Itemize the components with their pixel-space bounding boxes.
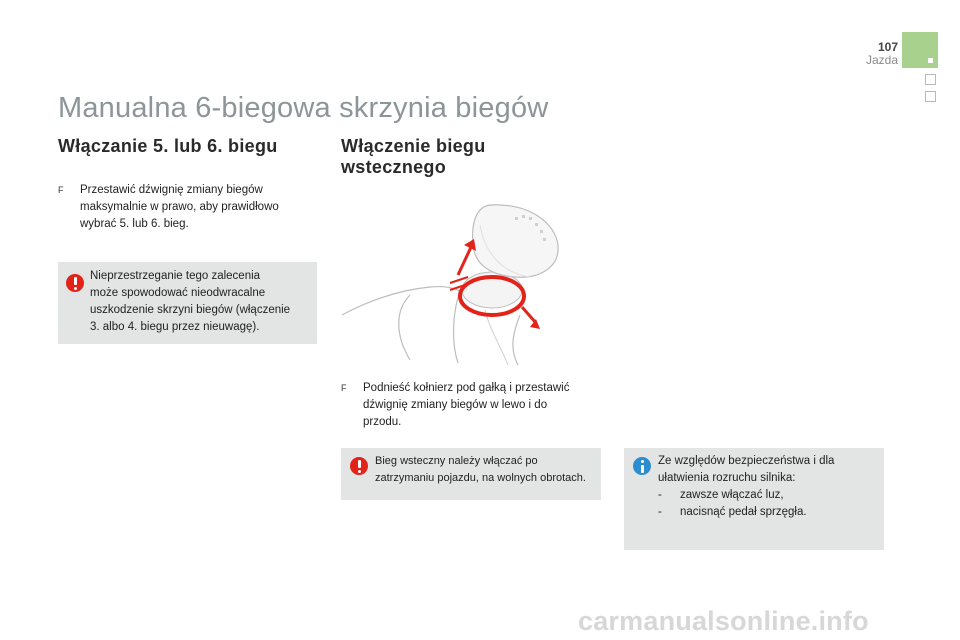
bullet-reverse-gear xyxy=(341,380,601,432)
info-box-right xyxy=(624,448,884,550)
bullet-line: wybrać 5. lub 6. bieg. xyxy=(80,218,189,230)
bullet-text xyxy=(80,182,279,233)
page-number: 107 xyxy=(877,40,898,54)
warning-line: 3. albo 4. biegu przez nieuwagę). xyxy=(90,321,260,333)
bullet-mark: F xyxy=(341,383,347,393)
heading-reverse-gear xyxy=(341,136,486,178)
bullet-5-6-gear xyxy=(58,182,318,234)
bullet-line: maksymalnie w prawo, aby prawidłowo xyxy=(80,201,279,213)
dash-text: zawsze włączać luz, xyxy=(680,489,784,501)
heading-line: wstecznego xyxy=(341,157,447,177)
bullet-text xyxy=(363,380,569,431)
warning-line: Nieprzestrzeganie tego zalecenia xyxy=(90,270,261,282)
warning-line: może spowodować nieodwracalne xyxy=(90,287,266,299)
page-title: Manualna 6-biegowa skrzynia biegów xyxy=(58,92,549,124)
bullet-line: Przestawić dźwignię zmiany biegów xyxy=(80,184,263,196)
chapter-tab-marker xyxy=(928,58,933,63)
warning-line: uszkodzenie skrzyni biegów (włączenie xyxy=(90,304,291,316)
info-line: Ze względów bezpieczeństwa i dla xyxy=(658,455,835,467)
gear-lever-illustration xyxy=(340,195,590,365)
warning-line: zatrzymaniu pojazdu, na wolnych obrotach. xyxy=(375,472,586,484)
dash-text: nacisnąć pedał sprzęgła. xyxy=(680,506,807,518)
bullet-line: Podnieść kołnierz pod gałką i przestawić xyxy=(363,382,570,394)
heading-line: Włączenie biegu xyxy=(341,136,486,156)
chapter-tab xyxy=(902,32,938,68)
warning-line: Bieg wsteczny należy włączać po xyxy=(375,455,538,467)
chapter-box-1 xyxy=(925,74,936,85)
watermark: carmanualsonline.info xyxy=(578,606,869,636)
warning-text-left xyxy=(90,268,290,336)
section-name: Jazda xyxy=(865,53,898,67)
warning-icon xyxy=(66,274,84,292)
bullet-line: przodu. xyxy=(363,416,402,428)
info-icon xyxy=(633,457,651,475)
info-text xyxy=(658,453,834,487)
warning-text-middle xyxy=(375,453,586,487)
bullet-line: dźwignię zmiany biegów w lewo i do xyxy=(363,399,548,411)
info-line: ułatwienia rozruchu silnika: xyxy=(658,472,796,484)
bullet-mark: F xyxy=(58,185,64,195)
heading-5-6-gear: Włączanie 5. lub 6. biegu xyxy=(58,136,278,156)
warning-icon xyxy=(350,457,368,475)
dash-mark: - xyxy=(658,489,662,501)
dash-mark: - xyxy=(658,506,662,518)
chapter-box-2 xyxy=(925,91,936,102)
warning-box-left xyxy=(58,262,317,344)
warning-box-middle xyxy=(341,448,601,500)
